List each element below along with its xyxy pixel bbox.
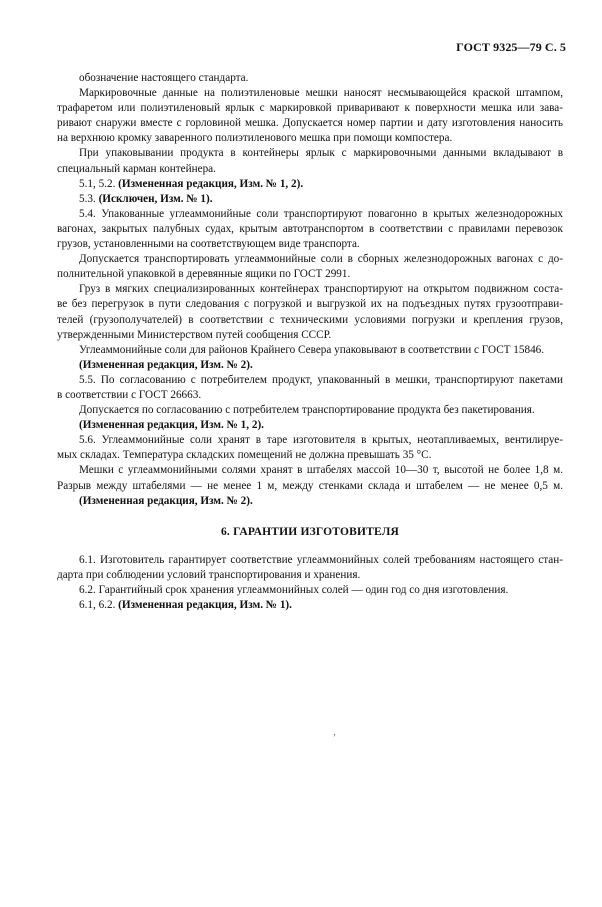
text-line: полнительной упаковкой в деревянные ящики по ГОСТ 2991. bbox=[57, 268, 351, 281]
text-line: 5.4. Упакованные углеаммонийные соли транспортируют повагонно в крытых железнодорожных bbox=[79, 207, 563, 220]
text-line: При упаковывании продукта в контейнеры ярлык с маркировочными данными вкладывают в bbox=[79, 147, 563, 160]
amendment-note: (Измененная редакция, Изм. № 1, 2). bbox=[79, 419, 264, 432]
amendment-note: (Измененная редакция, Изм. № 1, 2). bbox=[118, 177, 304, 190]
text-line: Разрыв между штабелями — не менее 1 м, между стенками склада и штабелем — не менее 0,5 м. bbox=[57, 479, 563, 492]
text-line: 6.1. Изготовитель гарантирует соответствие углеаммонийных солей требованиям настоящего стан- bbox=[79, 553, 563, 566]
amendment-line bbox=[57, 192, 563, 207]
text-line: 5.6. Углеаммонийные соли хранят в таре изготовителя в крытых, неотапливаемых, вентилируе- bbox=[79, 434, 563, 447]
amendment-note: (Измененная редакция, Изм. № 2). bbox=[79, 358, 253, 371]
text-line: обозначение настоящего стандарта. bbox=[79, 72, 249, 84]
text-line: специальный карман контейнера. bbox=[57, 162, 216, 175]
text-line: телей (грузополучателей) в соответствии с техническими условиями погрузки и крепления грузов, bbox=[57, 313, 563, 326]
stray-mark: ‚ bbox=[333, 727, 336, 737]
text-line: 6.2. Гарантийный срок хранения углеаммонийных солей — один год со дня изготовления. bbox=[79, 584, 509, 596]
text-line: мых складах. Температура складских помещений не должна превышать 35 °С. bbox=[57, 449, 432, 462]
amendment-line bbox=[57, 598, 563, 613]
text-line: Мешки с углеаммонийными солями хранят в штабелях массой 10—30 т, высотой не более 1,8 м. bbox=[79, 464, 563, 477]
amendment-note: (Измененная редакция, Изм. № 2). bbox=[79, 494, 253, 507]
clause-ref: 5.3. bbox=[79, 192, 99, 205]
text-line: утвержденными Министерством путей сообщения СССР. bbox=[57, 328, 332, 341]
text-line: Груз в мягких специализированных контейнерах транспортируют на открытом подвижном соста- bbox=[79, 283, 563, 296]
text-line: ве без перегрузок в пути следования с погрузкой и выгрузкой их на подъездных путях грузоотправи- bbox=[57, 298, 563, 311]
text-line: в соответствии с ГОСТ 26663. bbox=[57, 388, 202, 401]
text-line: на верхнюю кромку заваренного полиэтиленового мешка при помощи компостера. bbox=[57, 132, 453, 145]
text-line: ривают снаружи вместе с горловиной мешка. Допускается номер партии и дату изготовления наносить bbox=[57, 117, 563, 130]
text-line: дарта при соблюдении условий транспортирования и хранения. bbox=[57, 568, 361, 581]
clause-ref: 5.1, 5.2. bbox=[79, 177, 119, 190]
document-body bbox=[57, 71, 563, 613]
text-line: трафаретом или полиэтиленовый ярлык с маркировкой приваривают к поверхности мешка или зава- bbox=[57, 102, 563, 115]
text-line: Углеаммонийные соли для районов Крайнего Севера упаковывают в соответствии с ГОСТ 15846. bbox=[79, 343, 545, 356]
amendment-line bbox=[57, 177, 563, 192]
amendment-note: (Измененная редакция, Изм. № 1). bbox=[118, 599, 292, 612]
section-heading: 6. ГАРАНТИИ ИЗГОТОВИТЕЛЯ bbox=[220, 525, 400, 538]
page-header: ГОСТ 9325—79 С. 5 bbox=[456, 40, 566, 54]
amendment-note: (Исключен, Изм. № 1). bbox=[98, 192, 213, 205]
text-line: Допускается по согласованию с потребителем транспортирование продукта без пакетирования. bbox=[79, 404, 535, 417]
text-line: грузов, установленными на соответствующем виде транспорта. bbox=[57, 238, 360, 251]
clause-ref: 6.1, 6.2. bbox=[79, 599, 119, 612]
text-line: вагонах, закрытых палубных судах, крытым автотранспортом в соответствии с правилами перевозок bbox=[57, 222, 563, 235]
text-line: Допускается транспортировать углеаммонийные соли в сборных железнодорожных вагонах с до- bbox=[79, 253, 563, 266]
text-line: Маркировочные данные на полиэтиленовые мешки наносят несмывающейся краской штампом, bbox=[79, 87, 563, 100]
text-line: 5.5. По согласованию с потребителем продукт, упакованный в мешки, транспортируют пакетами bbox=[79, 373, 563, 386]
